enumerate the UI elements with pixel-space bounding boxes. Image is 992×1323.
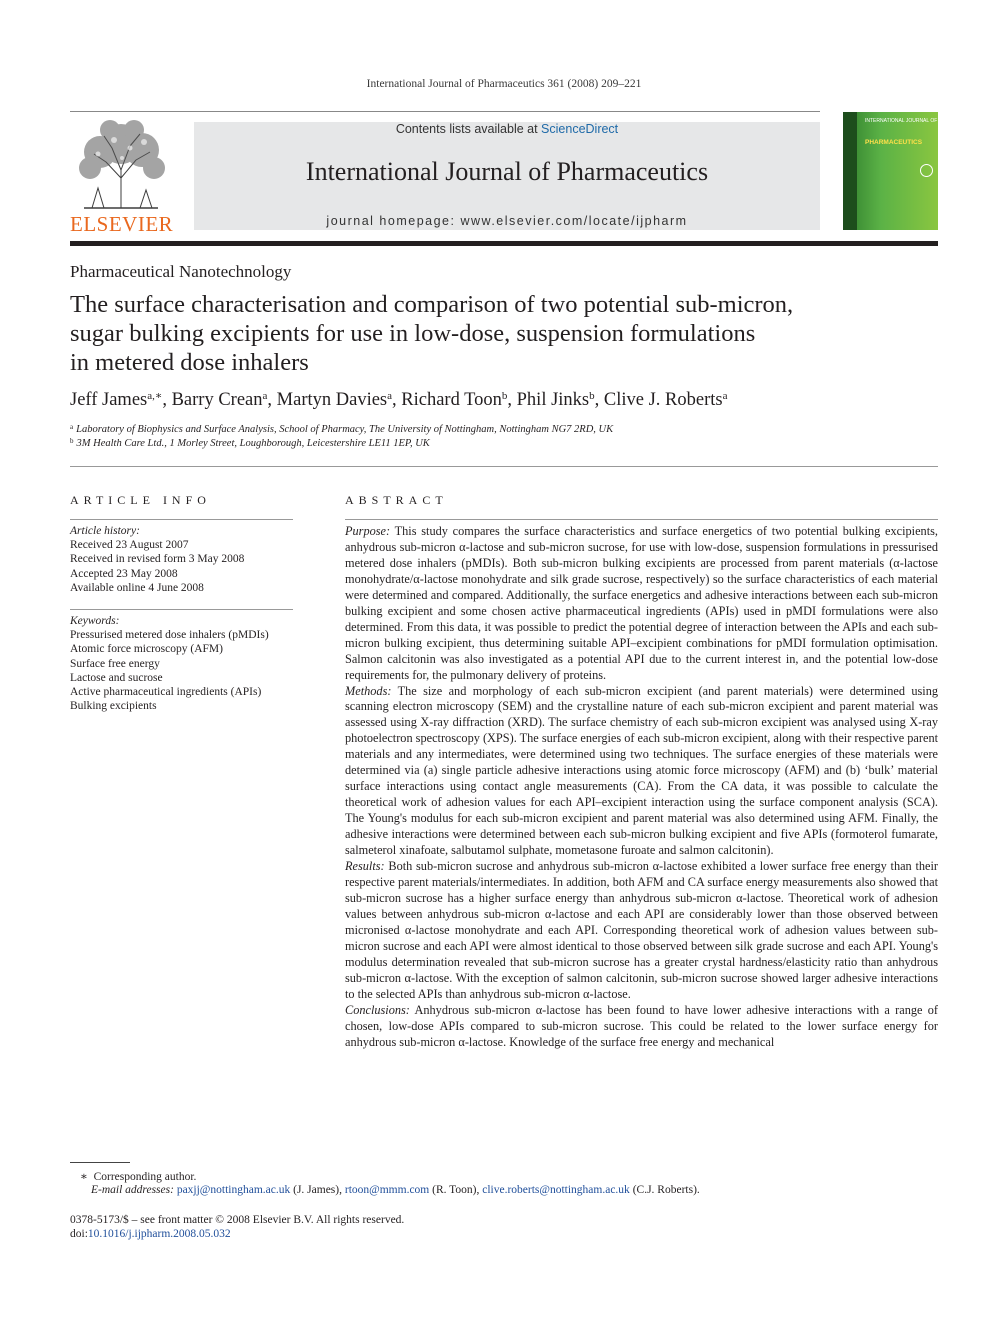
keywords-rule xyxy=(70,609,293,610)
journal-cover[interactable] xyxy=(843,112,938,230)
history-item: Received in revised form 3 May 2008 xyxy=(70,553,245,566)
cover-seal-icon xyxy=(920,164,933,177)
copyright-line: 0378-5173/$ – see front matter © 2008 Elsevier B.V. All rights reserved. xyxy=(70,1214,405,1226)
article-info-heading: ARTICLE INFO xyxy=(70,493,211,507)
author-separator: , xyxy=(594,390,604,410)
affiliation-text: 3M Health Care Ltd., 1 Morley Street, Loughborough, Leicestershire LE11 1EP, UK xyxy=(76,438,430,449)
author-separator: , xyxy=(392,390,402,410)
author-affil-mark[interactable]: a xyxy=(262,390,268,402)
article-title xyxy=(70,290,938,377)
author-name[interactable]: Barry Crean xyxy=(171,390,263,410)
email-note xyxy=(91,1184,700,1196)
email-link[interactable]: paxjj@nottingham.ac.uk xyxy=(176,1184,291,1196)
author-affil-mark[interactable]: a,∗ xyxy=(147,390,163,402)
section-label: Pharmaceutical Nanotechnology xyxy=(70,262,292,281)
author-affil-mark[interactable]: a xyxy=(722,390,728,402)
header-top-rule xyxy=(70,111,820,112)
abstract-paragraph xyxy=(345,684,938,859)
keyword-item: Atomic force microscopy (AFM) xyxy=(70,643,223,656)
doi-line xyxy=(70,1228,231,1240)
sciencedirect-link[interactable]: ScienceDirect xyxy=(541,122,619,136)
cover-top-text: INTERNATIONAL JOURNAL OF xyxy=(865,118,938,124)
email-link[interactable]: rtoon@mmm.com xyxy=(344,1184,430,1196)
doi-link[interactable]: 10.1016/j.ijpharm.2008.05.032 xyxy=(87,1228,231,1240)
affiliation-mark: b xyxy=(70,437,74,445)
author-affil-mark[interactable]: a xyxy=(387,390,393,402)
author-affil-mark[interactable]: b xyxy=(501,390,508,402)
cover-title: PHARMACEUTICS xyxy=(865,139,923,146)
elsevier-logo[interactable] xyxy=(70,118,172,234)
keyword-item: Pressurised metered dose inhalers (pMDIs) xyxy=(70,629,269,642)
history-item: Available online 4 June 2008 xyxy=(70,581,204,594)
author-name[interactable]: Richard Toon xyxy=(401,390,502,410)
abstract-paragraph xyxy=(345,524,938,684)
email-link[interactable]: clive.roberts@nottingham.ac.uk xyxy=(482,1184,630,1196)
abstract-text: Anhydrous sub-micron α-lactose has been found to have lower adhesive interactions with a range of chosen, low-dose APIs compared to sub-micron sucrose. This could be related to the lower surface energy for anhydrous sub-micron α-lactose. Knowledge of the surface free energy and mechanical xyxy=(345,1002,938,1049)
author-list xyxy=(70,390,727,411)
title-line: The surface characterisation and comparison of two potential sub-micron, xyxy=(70,291,794,318)
affiliation-text: Laboratory of Biophysics and Surface Analysis, School of Pharmacy, The University of Nottingham, Nottingham NG7 2RD, UK xyxy=(76,424,614,435)
author-separator: , xyxy=(267,390,277,410)
article-history xyxy=(70,524,300,595)
abstract-text: The size and morphology of each sub-micron excipient (and parent materials) were determined using scanning electron microscopy (SEM) and the crystalline nature of each sub-micron excipient and parent material was assessed using X-ray diffraction (XRD). The surface chemistry of each sub-micron excipient was analysed using X-ray photoelectron spectroscopy (XPS). The surface energies of each sub-micron excipient, along with their respective parent materials and any intermediates, were determined using two techniques. The surface energies of these materials were determined via (a) single particle adhesive interactions using atomic force microscopy (AFM) and (b) ‘bulk’ material surface interactions using contact angle measurements (CA). From the CA data, it was possible to calculate the theoretical work of adhesion values for each API–excipient interaction using the surface component analysis (SCA). The Young's modulus for each sub-micron excipient and parent material was also determined using AFM. Finally, the adhesive interactions were determined between each sub-micron bulking excipient and five APIs (formoterol fumarate, salmeterol xinafoate, salbutamol sulphate, mometasone furoate and salmon calcitonin). xyxy=(345,683,939,858)
keywords-label: Keywords: xyxy=(70,615,120,627)
keyword-item: Active pharmaceutical ingredients (APIs) xyxy=(70,686,262,699)
email-owner: (J. James), xyxy=(290,1184,345,1196)
title-line: sugar bulking excipients for use in low-dose, suspension formulations xyxy=(70,320,756,347)
abstract-paragraph xyxy=(345,1003,938,1051)
footnote-rule xyxy=(70,1162,130,1163)
abstract-text: This study compares the surface characteristics and surface energetics of two potential bulking excipients, anhydrous sub-micron α-lactose and sub-micron sucrose, for use with low-dose, suspension formulations in pressurised metered dose inhalers (pMDIs). Both sub-micron bulking excipients are processed from parent materials (α-lactose monohydrate/α-lactose monohydrate and silk grade sucrose, respectively) so the surface characteristics of each material were determined and compared. Additionally, the surface energetics and adhesive interactions between each sub-micron bulking excipient and some chosen active pharmaceutical ingredients (APIs) used in pMDI formulations were also determined. From this data, it was possible to predict the potential degree of interaction between the APIs and each sub-micron bulking excipient, thus determining suitable API–excipient combinations for pMDI formulation optimisation. Salmon calcitonin was also investigated as a potential API due to the current interest in, and the potential low-dose requirements for, the pulmonary delivery of proteins. xyxy=(345,524,938,682)
abstract-label: Purpose: xyxy=(345,524,391,538)
email-label: E-mail addresses: xyxy=(91,1184,174,1196)
abstract-label: Conclusions: xyxy=(345,1002,410,1017)
author-affil-mark[interactable]: b xyxy=(589,390,595,402)
title-line: in metered dose inhalers xyxy=(70,349,309,376)
corresponding-mark: ∗ xyxy=(80,1171,88,1183)
article-history-label: Article history: xyxy=(70,525,140,537)
history-item: Received 23 August 2007 xyxy=(70,539,189,552)
abstract-rule xyxy=(345,519,938,520)
affiliation-item xyxy=(70,423,613,437)
email-owner: (C.J. Roberts). xyxy=(629,1184,700,1196)
elsevier-wordmark: ELSEVIER xyxy=(70,212,174,236)
affiliation-mark: a xyxy=(70,423,74,431)
author-separator: , xyxy=(507,390,517,410)
cover-spine xyxy=(843,112,857,230)
article-info-rule xyxy=(70,519,293,520)
authors-divider xyxy=(70,466,938,467)
abstract-label: Methods: xyxy=(345,683,392,698)
journal-title: International Journal of Pharmaceutics xyxy=(305,157,709,186)
affiliations xyxy=(70,423,613,451)
keyword-item: Bulking excipients xyxy=(70,700,157,713)
author-name[interactable]: Phil Jinks xyxy=(516,390,590,410)
contents-prefix: Contents lists available at xyxy=(395,122,542,136)
keywords xyxy=(70,614,310,713)
running-citation: International Journal of Pharmaceutics 361 (2008) 209–221 xyxy=(366,78,642,90)
history-item: Accepted 23 May 2008 xyxy=(70,567,178,580)
abstract-body xyxy=(345,524,938,1050)
abstract-text: Both sub-micron sucrose and anhydrous sub-micron α-lactose exhibited a lower surface free energy than their respective parent materials/intermediates. In addition, both AFM and CA surface energy measurements also showed that sub-micron sucrose has a higher surface energy than anhydrous sub-micron α-lactose. Theoretical work of adhesion values between anhydrous sub-micron α-lactose and each API are considerably lower than those observed between micronised α-lactose monohydrate and each API. Corresponding theoretical work of adhesion values between sub-micron sucrose and each API were almost identical to those observed between silk grade sucrose and each API. Young's modulus determination revealed that sub-micron sucrose has a greater crystal hardness/elasticity ratio than anhydrous sub-micron α-lactose. With the exception of salmon calcitonin, sub-micron sucrose showed larger adhesive interactions to the selected APIs than anhydrous sub-micron α-lactose. xyxy=(345,859,938,1001)
keyword-item: Lactose and sucrose xyxy=(70,671,163,684)
corresponding-note xyxy=(80,1169,196,1183)
abstract-paragraph xyxy=(345,859,938,1003)
affiliation-item xyxy=(70,437,613,451)
contents-line xyxy=(194,122,820,136)
abstract-label: Results: xyxy=(345,859,385,874)
author-name[interactable]: Clive J. Roberts xyxy=(603,390,723,410)
email-owner: (R. Toon), xyxy=(429,1184,483,1196)
abstract-heading: ABSTRACT xyxy=(345,493,448,507)
journal-homepage[interactable]: journal homepage: www.elsevier.com/locate/ijpharm xyxy=(326,214,688,228)
elsevier-tree-icon xyxy=(70,118,172,210)
corresponding-text: Corresponding author. xyxy=(93,1171,197,1183)
header-bottom-rule xyxy=(70,241,938,246)
author-separator: , xyxy=(162,390,172,410)
author-name[interactable]: Martyn Davies xyxy=(276,390,388,410)
keyword-item: Surface free energy xyxy=(70,657,160,670)
doi-label: doi: xyxy=(70,1228,88,1240)
author-name[interactable]: Jeff James xyxy=(70,390,148,410)
